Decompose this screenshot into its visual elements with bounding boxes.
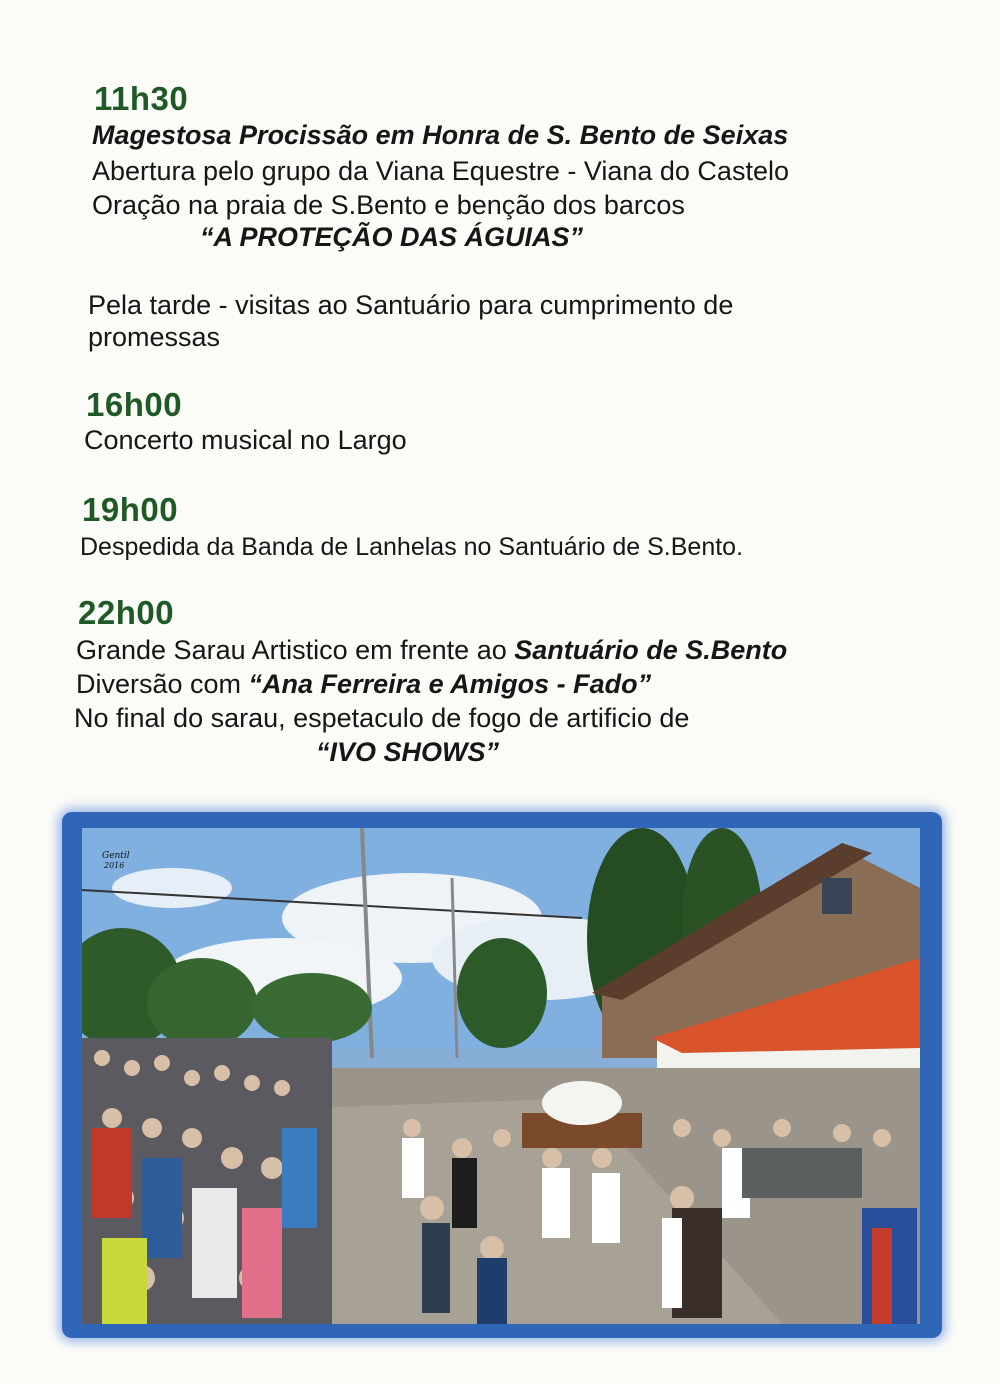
photo-watermark-name: Gentil bbox=[102, 851, 130, 861]
photo-frame bbox=[62, 812, 942, 1338]
photo-watermark-year: 2016 bbox=[104, 861, 125, 870]
sarau-line bbox=[76, 635, 787, 666]
procession-photo bbox=[82, 828, 920, 1324]
procession-photo-illustration bbox=[82, 828, 920, 1324]
diversion-line-text: Diversão com bbox=[76, 669, 249, 699]
diversion-line bbox=[76, 669, 651, 700]
sarau-line-venue: Santuário de S.Bento bbox=[514, 635, 788, 665]
afternoon-line: Pela tarde - visitas ao Santuário para cumprimento de bbox=[88, 290, 734, 320]
procession-title: Magestosa Procissão em Honra de S. Bento de Seixas bbox=[92, 120, 789, 150]
time-1600: 16h00 bbox=[86, 386, 183, 423]
prayer-line: Oração na praia de S.Bento e benção dos barcos bbox=[92, 190, 685, 220]
time-1900: 19h00 bbox=[82, 491, 179, 528]
procession-highlight: “A PROTEÇÃO DAS ÁGUIAS” bbox=[200, 222, 584, 252]
diversion-line-artist: “Ana Ferreira e Amigos - Fado” bbox=[248, 669, 652, 699]
fireworks-line: No final do sarau, espetaculo de fogo de artificio de bbox=[74, 703, 690, 733]
farewell-line: Despedida da Banda de Lanhelas no Santuário de S.Bento. bbox=[80, 533, 744, 561]
time-2200: 22h00 bbox=[78, 594, 175, 631]
opening-line: Abertura pelo grupo da Viana Equestre - Viana do Castelo bbox=[92, 156, 789, 186]
sarau-line-text: Grande Sarau Artistico em frente ao bbox=[76, 635, 515, 665]
concert-line: Concerto musical no Largo bbox=[84, 425, 407, 455]
fireworks-highlight: “IVO SHOWS” bbox=[316, 737, 500, 767]
afternoon-line-2: promessas bbox=[88, 322, 221, 352]
time-1130: 11h30 bbox=[94, 80, 189, 117]
